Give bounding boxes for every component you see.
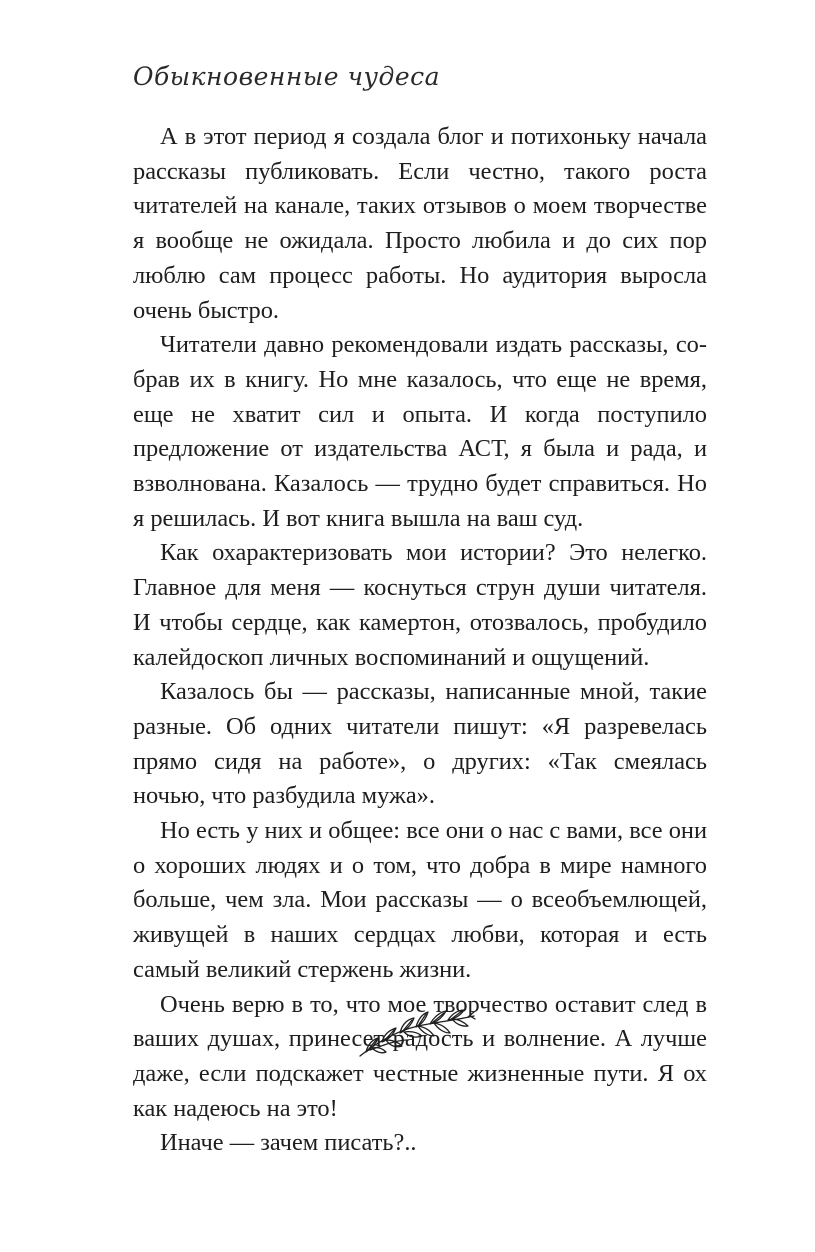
leaf-branch-icon [356,1000,478,1062]
paragraph: А в этот период я создала блог и потихоньку начала рассказы публиковать. Если честно, такого роста читателей на канале, таких отзывов о моем творчестве я вообще не ожидала. Просто любила и до сих пор люблю сам процесс работы. Но аудитория выросла очень быстро. [133,123,707,324]
paragraph: Очень верю в то, что мое творчество оставит след в ваших душах, принесет радость и волнение. А лучше даже, если подскажет честные жизненные пути. Я ох как надеюсь на это! [133,990,707,1122]
paragraph: Читатели давно рекомендовали издать рассказы, собрав их в книгу. Но мне казалось, что еще не время, еще не хватит сил и опыта. И когда поступило предложение от издательства АСТ, я была и рада, и взволнована. Казалось — трудно будет справиться. Но я решилась. И вот книга вышла на ваш суд. [133,331,707,532]
paragraph: Но есть у них и общее: все они о нас с вами, все они о хороших людях и о том, что добра в мире намного больше, чем зла. Мои рассказы — о всеобъемлющей, живущей в наших сердцах любви, которая и есть самый великий стержень жизни. [133,817,707,983]
paragraph: Казалось бы — рассказы, написанные мной, такие разные. Об одних читатели пишут: «Я разревелась прямо сидя на работе», о других: «Так смеялась ночью, что разбудила мужа». [133,678,707,810]
paragraph: Как охарактеризовать мои истории? Это нелегко. Главное для меня — коснуться струн души читателя. И чтобы сердце, как камертон, отозвалось, пробудило калейдоскоп личных воспоминаний и ощущений. [133,539,707,671]
running-title: Обыкновенные чудеса [133,62,441,91]
paragraph: Иначе — зачем писать?.. [160,1129,417,1157]
